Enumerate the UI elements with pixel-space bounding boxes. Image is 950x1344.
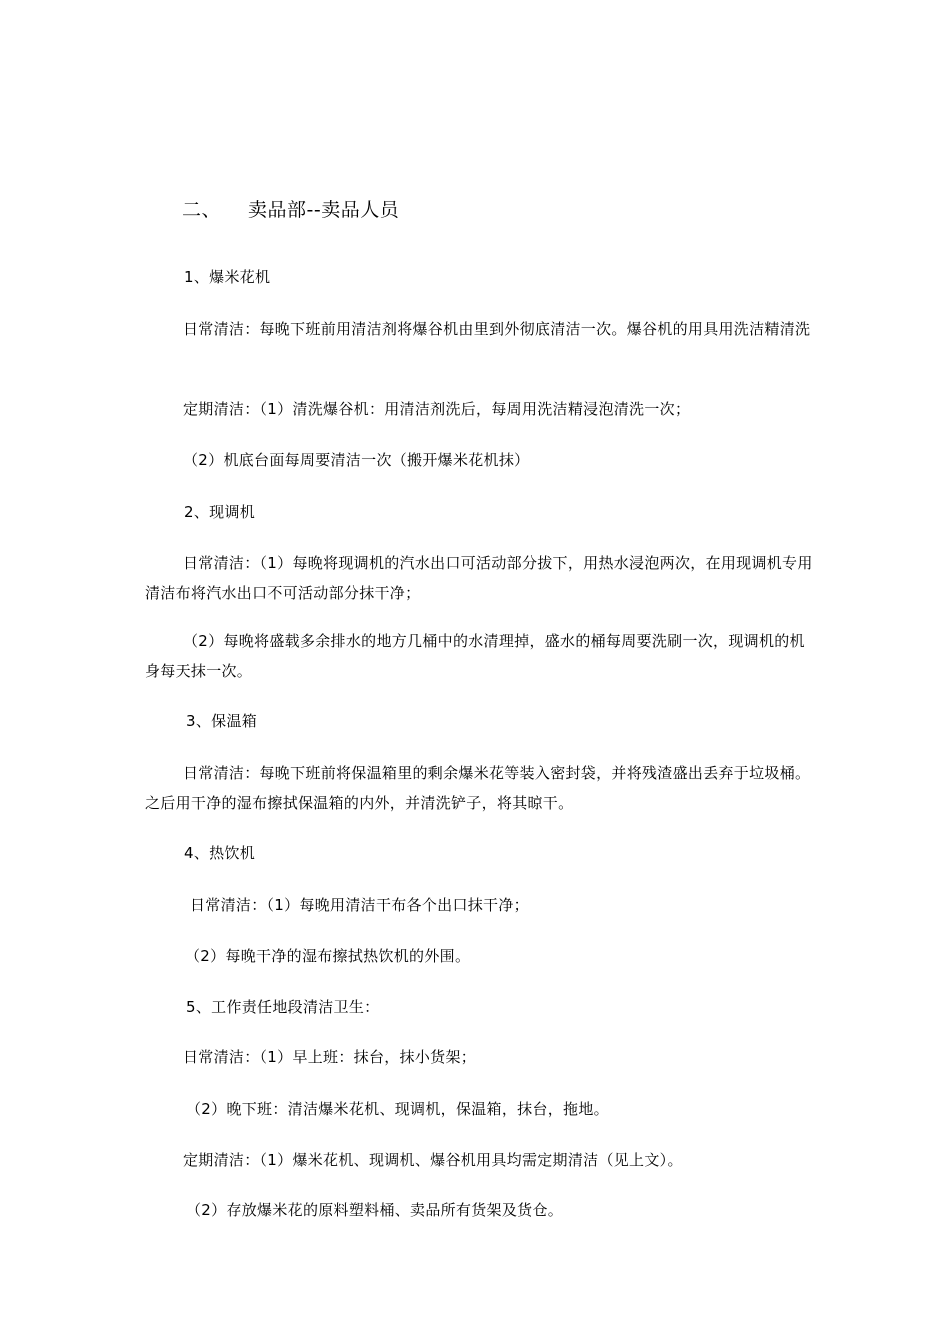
section-5-title: 5、工作责任地段清洁卫生： <box>186 998 380 1016</box>
heading-title: 卖品部--卖品人员 <box>248 199 400 221</box>
section-1-title: 1、爆米花机 <box>184 268 271 286</box>
section-5-periodic-1: 定期清洁：（1）爆米花机、现调机、爆谷机用具均需定期清洁（见上文）。 <box>183 1151 683 1169</box>
section-2-title: 2、现调机 <box>184 503 256 521</box>
section-4-title: 4、热饮机 <box>184 844 256 862</box>
heading-number: 二、 <box>182 199 222 221</box>
section-heading <box>182 198 399 222</box>
section-5-periodic-2: （2）存放爆米花的原料塑料桶、卖品所有货架及货仓。 <box>186 1201 564 1219</box>
section-4-daily-2: （2）每晚干净的湿布擦拭热饮机的外围。 <box>185 947 471 965</box>
section-3-title: 3、保温箱 <box>186 712 258 730</box>
section-2-daily-1: 日常清洁：（1）每晚将现调机的汽水出口可活动部分拔下，用热水浸泡两次，在用现调机专用清洁布将汽水出口不可活动部分抹干净； <box>145 554 813 602</box>
section-1-daily: 日常清洁：每晚下班前用清洁剂将爆谷机由里到外彻底清洁一次。爆谷机的用具用洗洁精清洗 <box>183 320 811 338</box>
section-5-daily-1: 日常清洁：（1）早上班：抹台，抹小货架； <box>183 1048 477 1066</box>
section-4-daily-1: 日常清洁：（1）每晚用清洁干布各个出口抹干净； <box>190 896 529 914</box>
section-1-periodic-1: 定期清洁：（1）清洗爆谷机：用清洁剂洗后，每周用洗洁精浸泡清洗一次； <box>183 400 691 418</box>
section-2-daily-2: （2）每晚将盛载多余排水的地方几桶中的水清理掉，盛水的桶每周要洗刷一次，现调机的机身每天抹一次。 <box>145 632 805 680</box>
section-3-daily: 日常清洁：每晚下班前将保温箱里的剩余爆米花等装入密封袋，并将残渣盛出丢弃于垃圾桶。之后用干净的湿布擦拭保温箱的内外，并清洗铲子，将其晾干。 <box>145 764 811 812</box>
section-5-daily-2: （2）晚下班：清洁爆米花机、现调机，保温箱，抹台，拖地。 <box>186 1100 609 1118</box>
section-1-periodic-2: （2）机底台面每周要清洁一次（搬开爆米花机抹） <box>183 451 530 469</box>
